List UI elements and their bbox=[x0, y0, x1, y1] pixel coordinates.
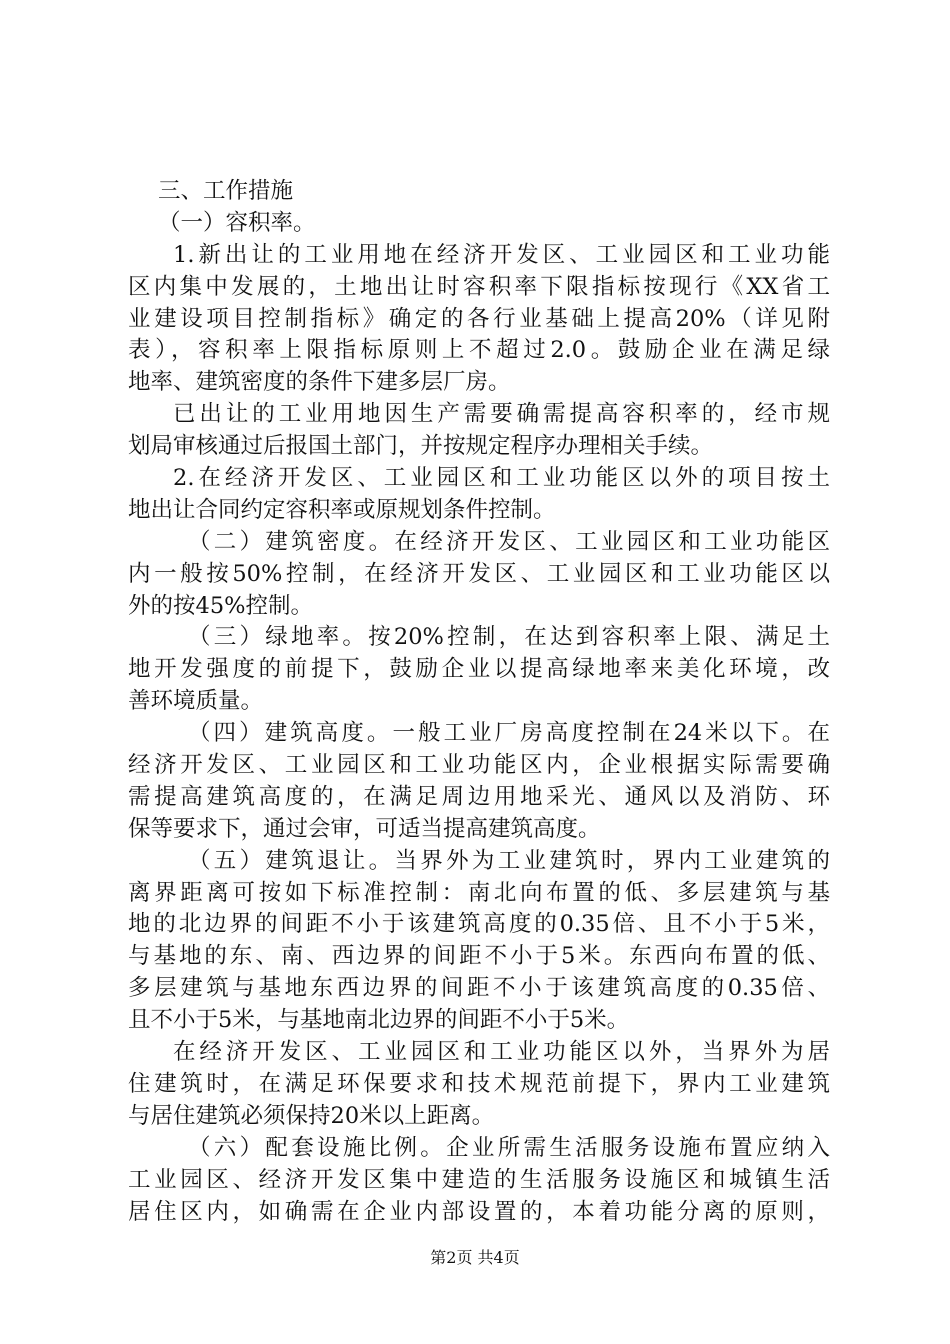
paragraph-line: 地率、建筑密度的条件下建多层厂房。 bbox=[128, 369, 511, 396]
paragraph-line: 区内集中发展的，土地出让时容积率下限指标按现行《XX省工 bbox=[128, 273, 830, 300]
paragraph-line: 工业园区、经济开发区集中建造的生活服务设施区和城镇生活 bbox=[128, 1166, 830, 1193]
paragraph-line: 多层建筑与基地东西边界的间距不小于该建筑高度的0.35倍、 bbox=[128, 975, 830, 1002]
paragraph-line: 1.新出让的工业用地在经济开发区、工业园区和工业功能 bbox=[173, 241, 830, 268]
subsection-heading-plot-ratio: （一）容积率。 bbox=[158, 209, 316, 236]
paragraph-line: 已出让的工业用地因生产需要确需提高容积率的，经市规 bbox=[173, 401, 830, 428]
paragraph-line: 与基地的东、南、西边界的间距不小于5米。东西向布置的低、 bbox=[128, 943, 830, 970]
paragraph-line: （四）建筑高度。一般工业厂房高度控制在24米以下。在 bbox=[188, 720, 830, 747]
paragraph-line: 外的按45%控制。 bbox=[128, 592, 314, 619]
paragraph-line: 且不小于5米，与基地南北边界的间距不小于5米。 bbox=[128, 1007, 630, 1034]
paragraph-line: 内一般按50%控制，在经济开发区、工业园区和工业功能区以 bbox=[128, 560, 830, 587]
paragraph-line: 需提高建筑高度的，在满足周边用地采光、通风以及消防、环 bbox=[128, 783, 830, 810]
document-body bbox=[128, 176, 830, 1228]
paragraph-line: 表），容积率上限指标原则上不超过2.0。鼓励企业在满足绿 bbox=[128, 337, 830, 364]
paragraph-line: 住建筑时，在满足环保要求和技术规范前提下，界内工业建筑 bbox=[128, 1070, 830, 1097]
paragraph-line: 保等要求下，通过会审，可适当提高建筑高度。 bbox=[128, 815, 601, 842]
paragraph-line: 善环境质量。 bbox=[128, 688, 264, 715]
paragraph-line: 地开发强度的前提下，鼓励企业以提高绿地率来美化环境，改 bbox=[128, 656, 830, 683]
paragraph-line: 划局审核通过后报国土部门，并按规定程序办理相关手续。 bbox=[128, 433, 714, 460]
paragraph-line: 业建设项目控制指标》确定的各行业基础上提高20%（详见附 bbox=[128, 305, 830, 332]
section-heading: 三、工作措施 bbox=[158, 178, 294, 204]
paragraph-line: 居住区内，如确需在企业内部设置的，本着功能分离的原则， bbox=[128, 1198, 830, 1225]
paragraph-line: 与居住建筑必须保持20米以上距离。 bbox=[128, 1102, 495, 1129]
paragraph-line: （五）建筑退让。当界外为工业建筑时，界内工业建筑的 bbox=[188, 847, 830, 874]
paragraph-line: （二）建筑密度。在经济开发区、工业园区和工业功能区 bbox=[188, 528, 830, 555]
paragraph-line: 地出让合同约定容积率或原规划条件控制。 bbox=[128, 496, 556, 523]
paragraph-line: 地的北边界的间距不小于该建筑高度的0.35倍、且不小于5米， bbox=[128, 911, 830, 938]
paragraph-line: （三）绿地率。按20%控制，在达到容积率上限、满足土 bbox=[188, 624, 830, 651]
paragraph-line: 经济开发区、工业园区和工业功能区内，企业根据实际需要确 bbox=[128, 752, 830, 779]
page-number-footer: 第2页 共4页 bbox=[430, 1248, 520, 1267]
paragraph-line: 2.在经济开发区、工业园区和工业功能区以外的项目按土 bbox=[173, 465, 830, 492]
paragraph-line: （六）配套设施比例。企业所需生活服务设施布置应纳入 bbox=[188, 1134, 830, 1161]
paragraph-line: 在经济开发区、工业园区和工业功能区以外，当界外为居 bbox=[173, 1039, 830, 1066]
paragraph-line: 离界距离可按如下标准控制：南北向布置的低、多层建筑与基 bbox=[128, 879, 830, 906]
